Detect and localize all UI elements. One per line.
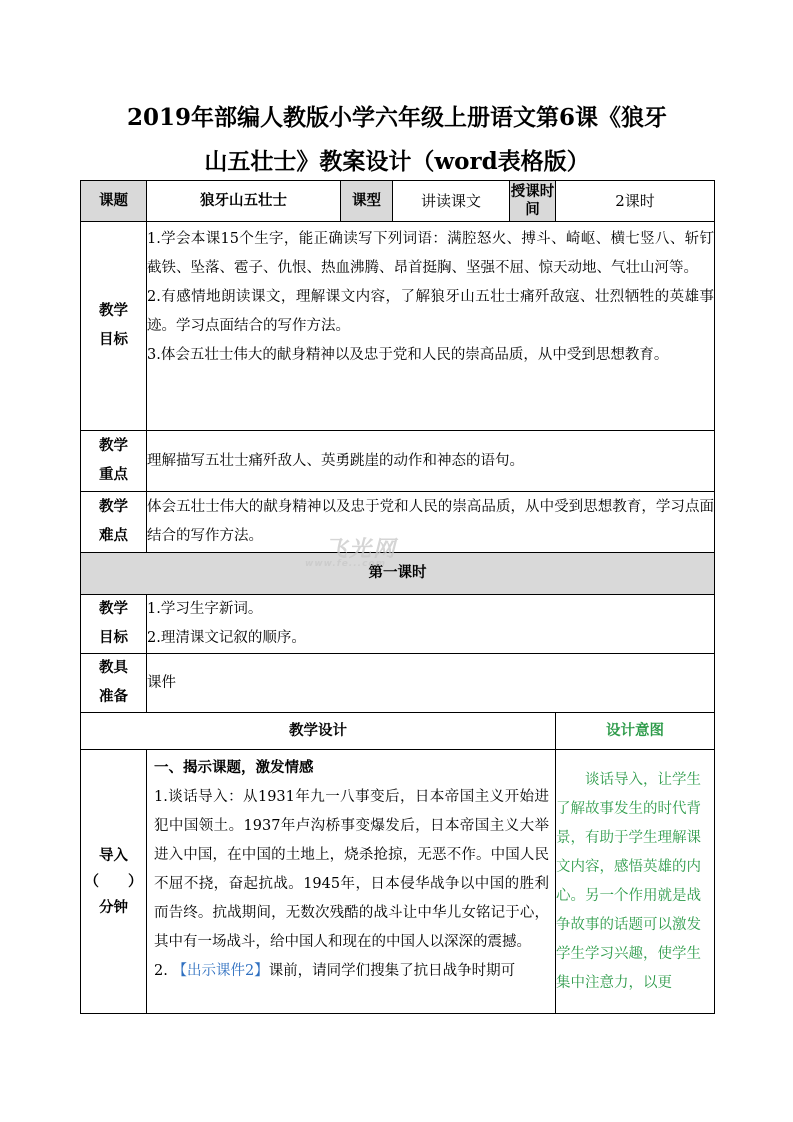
type-value: 讲读课文 <box>393 181 510 222</box>
page-title-line2: 山五壮士》教案设计（word表格版） <box>204 148 590 175</box>
intent-header: 设计意图 <box>556 713 715 750</box>
period-goal-item: 1.学习生字新词。 <box>147 601 263 617</box>
time-label: 授课时间 <box>510 181 556 222</box>
courseware-link[interactable]: 【出示课件2】 <box>172 963 269 979</box>
section-row <box>81 553 715 595</box>
topic-value: 狼牙山五壮士 <box>147 181 341 222</box>
key-points-label: 教学重点 <box>81 431 147 492</box>
topic-label: 课题 <box>81 181 147 222</box>
goals-label: 教学目标 <box>81 222 147 431</box>
intro-row <box>81 750 715 1014</box>
key-points-row <box>81 431 715 492</box>
watermark-sub: www.fe...com <box>305 559 386 569</box>
intro-para2-text: 课前，请同学们搜集了抗日战争时期可 <box>268 963 516 979</box>
watermark <box>305 532 398 569</box>
goal-item: 2.有感情地朗读课文，理解课文内容，了解狼牙山五壮士痛歼敌寇、壮烈牺牲的英雄事迹。学习点面结合的写作方法。 <box>147 289 715 334</box>
difficulties-row <box>81 492 715 553</box>
intro-label-top: 导入 <box>99 847 128 864</box>
key-points-text: 理解描写五壮士痛歼敌人、英勇跳崖的动作和神态的语句。 <box>147 431 715 492</box>
intro-para2-prefix: 2. <box>154 963 173 979</box>
intro-subhead: 一、揭示课题，激发情感 <box>154 760 314 776</box>
design-header: 教学设计 <box>81 713 556 750</box>
type-label: 课型 <box>341 181 393 222</box>
intro-para2 <box>154 957 549 986</box>
period-goals-content <box>147 595 715 654</box>
design-header-row <box>81 713 715 750</box>
tools-text: 课件 <box>147 654 715 713</box>
page-title <box>80 96 714 184</box>
intro-para1: 1.谈话导入：从1931年九一八事变后，日本帝国主义开始进犯中国领土。1937年卢沟桥事变爆发后，日本帝国主义大举进入中国，在中国的土地上，烧杀抢掠，无恶不作。中国人民不屈不挠，奋起抗战。1945年，日本侵华战争以中国的胜利而告终。抗战期间，无数次残酷的战斗让中华儿女铭记于心，其中有一场战斗，给中国人和现在的中国人以深深的震撼。 <box>154 789 549 950</box>
difficulties-label: 教学难点 <box>81 492 147 553</box>
section-title: 第一课时 <box>81 553 715 595</box>
time-value: 2课时 <box>556 181 715 222</box>
intro-intent: 谈话导入，让学生了解故事发生的时代背景，有助于学生理解课文内容，感悟英雄的内心。另一个作用就是战争故事的话题可以激发学生学习兴趣，使学生集中注意力，以更 <box>556 750 715 1014</box>
watermark-main: 飞光网 <box>325 537 398 562</box>
tools-label: 教具准备 <box>81 654 147 713</box>
period-goals-row <box>81 595 715 654</box>
goals-row <box>81 222 715 431</box>
intro-content <box>147 750 556 1014</box>
period-goals-label: 教学目标 <box>81 595 147 654</box>
page-title-line1: 2019年部编人教版小学六年级上册语文第6课《狼牙 <box>126 104 668 131</box>
header-row <box>81 181 715 222</box>
goals-content <box>147 222 715 431</box>
lesson-plan-table <box>80 180 715 1014</box>
goal-item: 1.学会本课15个生字，能正确读写下列词语：满腔怒火、搏斗、崎岖、横七竖八、斩钉截铁、坠落、雹子、仇恨、热血沸腾、昂首挺胸、坚强不屈、惊天动地、气壮山河等。 <box>147 231 715 276</box>
tools-row <box>81 654 715 713</box>
intro-label-mid: （ ） <box>84 873 143 890</box>
goal-item: 3.体会五壮士伟大的献身精神以及忠于党和人民的崇高品质，从中受到思想教育。 <box>147 347 669 363</box>
period-goal-item: 2.理清课文记叙的顺序。 <box>147 630 306 646</box>
intro-label-bottom: 分钟 <box>99 899 128 916</box>
intro-label <box>81 750 147 1014</box>
difficulties-text: 体会五壮士伟大的献身精神以及忠于党和人民的崇高品质，从中受到思想教育，学习点面结合的写作方法。 <box>147 492 715 553</box>
